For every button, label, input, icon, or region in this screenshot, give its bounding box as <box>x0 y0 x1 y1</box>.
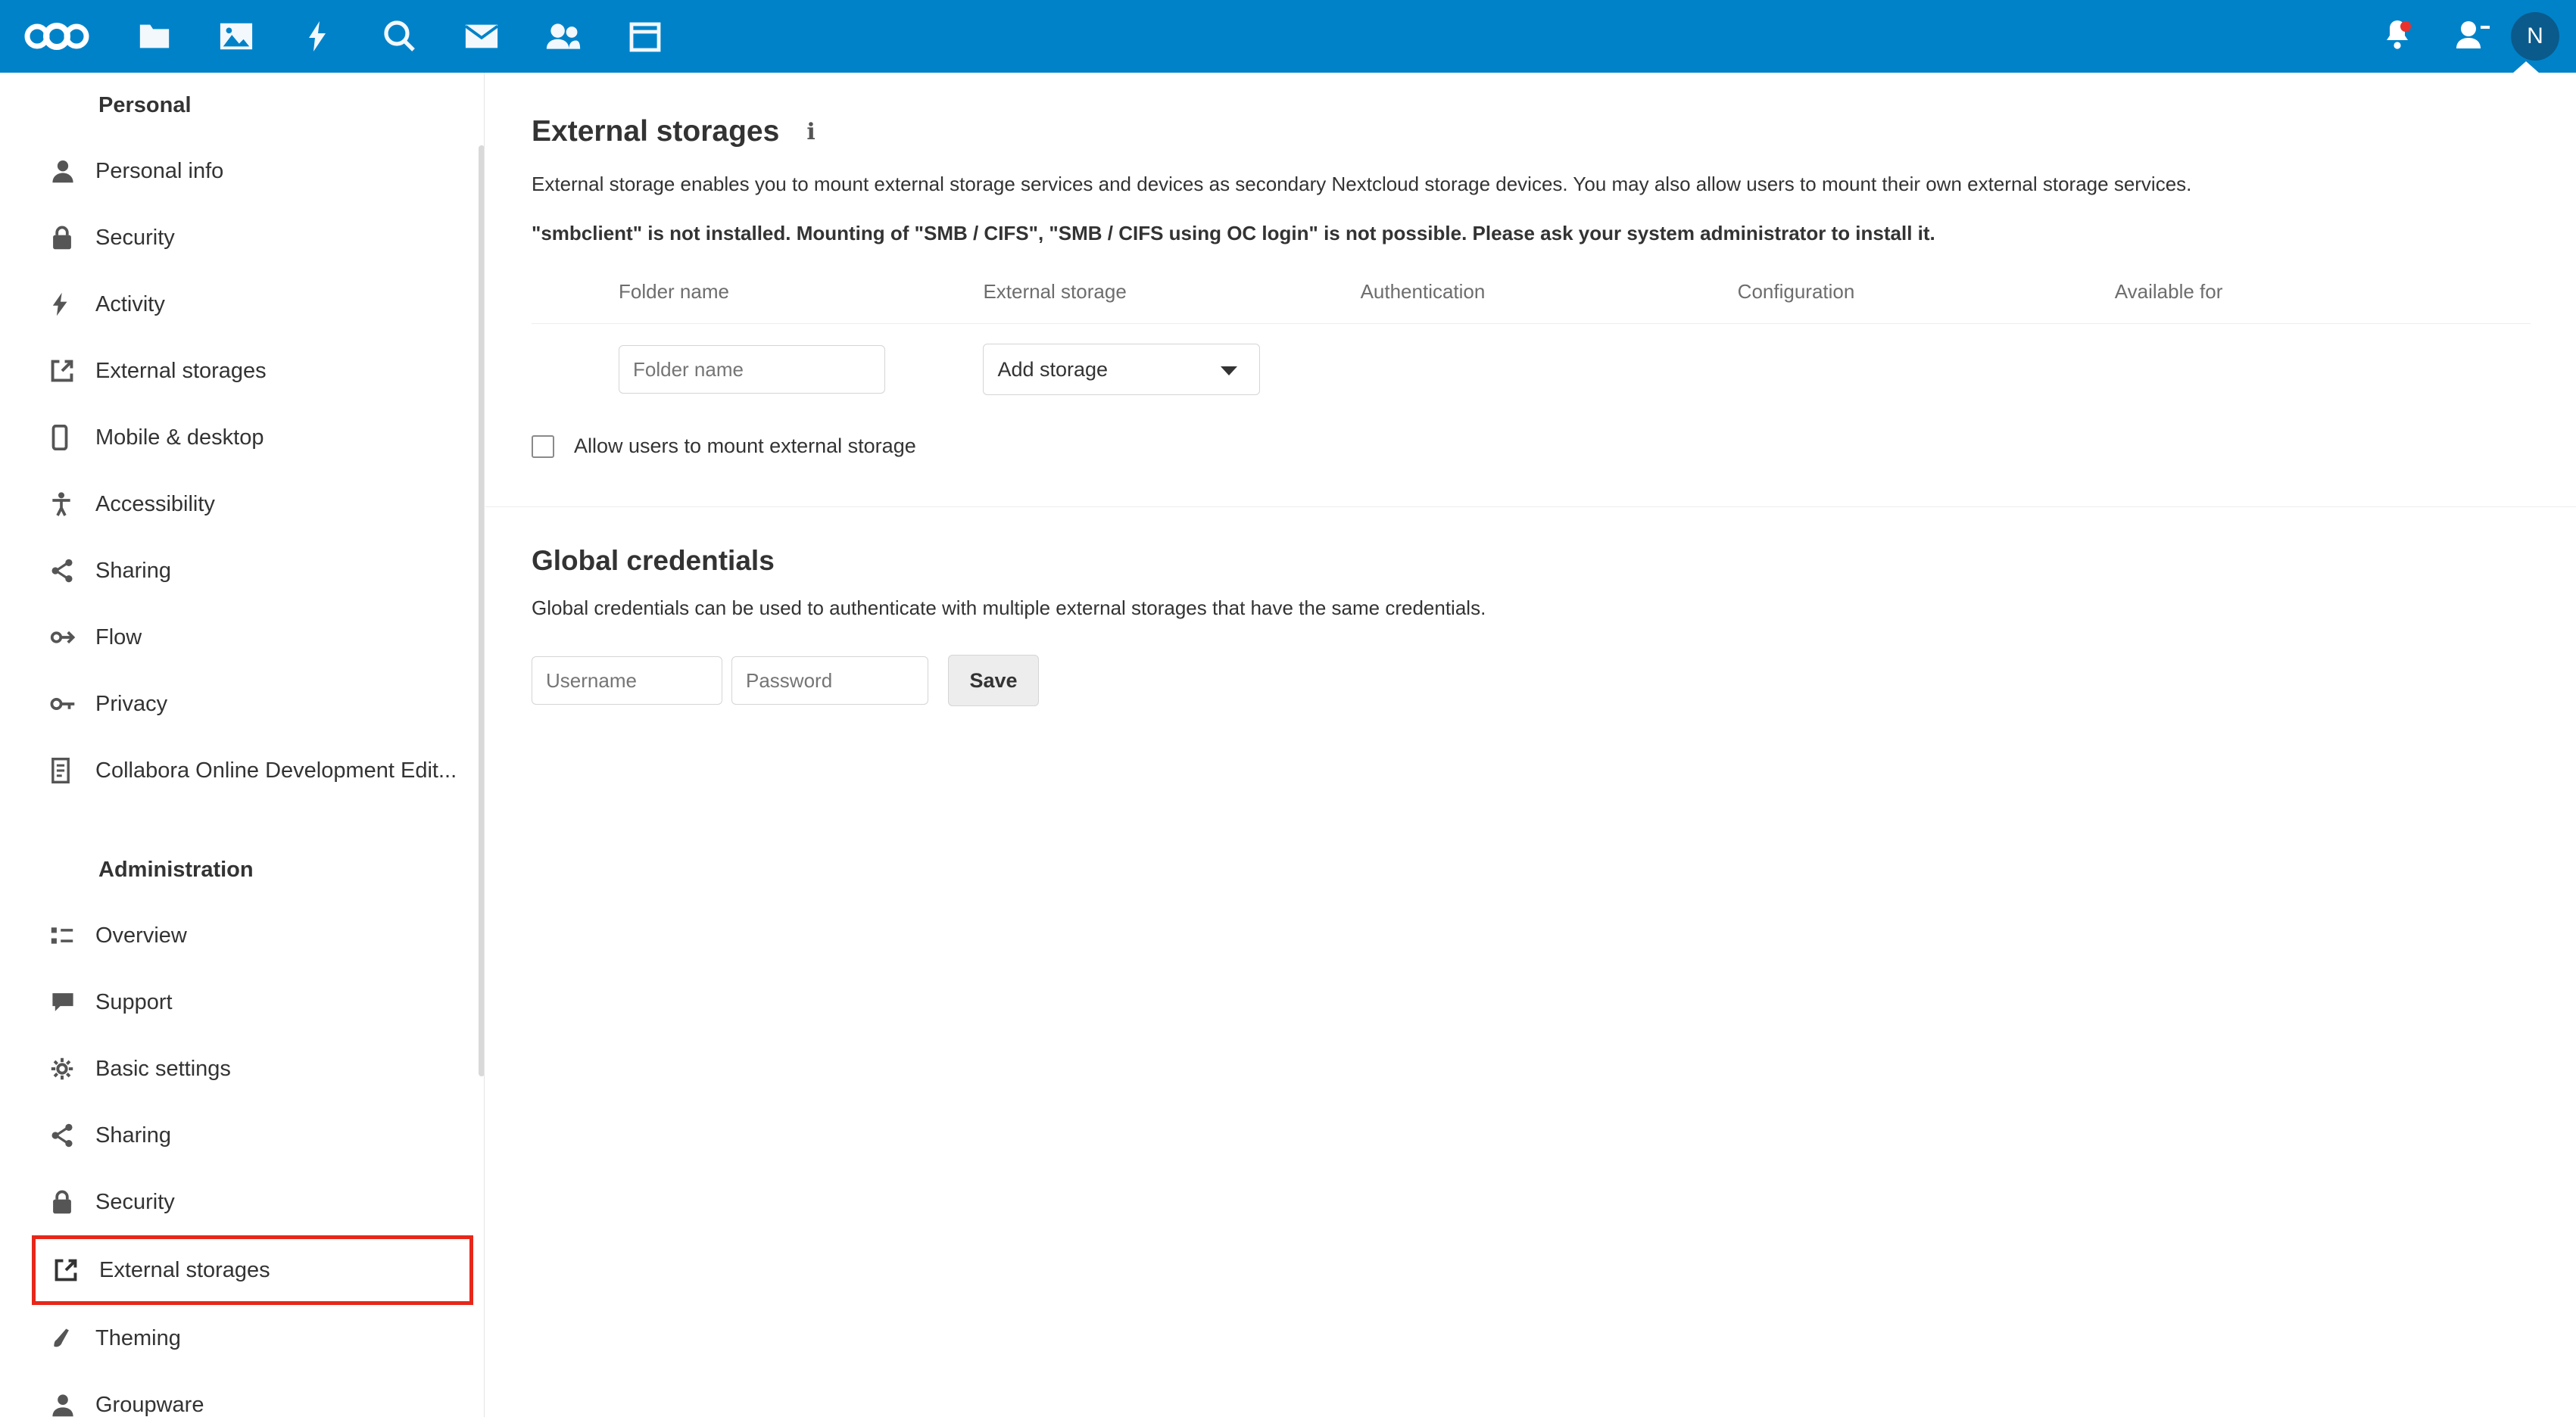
column-header-external-storage: External storage <box>983 280 1360 324</box>
sidebar-item-label: Support <box>95 989 173 1014</box>
sidebar-item-label: Groupware <box>95 1392 204 1417</box>
top-bar-right <box>2359 0 2576 73</box>
contacts-icon <box>545 21 582 51</box>
external-link-icon <box>54 1258 99 1282</box>
global-credentials-form <box>485 620 2576 706</box>
section-description: External storage enables you to mount external storage services and devices as secondary Nextcloud storage devices. You may also allow users to mount their own external storage services. <box>532 173 2192 195</box>
nav-mail[interactable] <box>441 0 522 73</box>
group-icon <box>50 1393 95 1417</box>
sidebar-item-label: Basic settings <box>95 1056 231 1081</box>
page-title-row <box>485 73 2576 148</box>
table-header-row <box>532 280 2531 324</box>
global-credentials-section <box>485 507 2576 706</box>
column-header-authentication: Authentication <box>1361 280 1738 324</box>
nav-calendar[interactable] <box>604 0 686 73</box>
calendar-icon <box>628 20 662 53</box>
sidebar-item-label: External storages <box>99 1257 270 1282</box>
page-title: External storages <box>532 115 780 148</box>
sidebar-section-personal: Personal <box>98 92 192 117</box>
top-bar <box>0 0 2576 73</box>
nav-contacts[interactable] <box>522 0 604 73</box>
user-icon <box>50 158 95 184</box>
main-content <box>485 73 2576 1417</box>
sidebar-item-groupware[interactable] <box>0 1372 484 1417</box>
table-row <box>532 324 2531 396</box>
global-credentials-title: Global credentials <box>532 545 775 577</box>
sidebar-item-label: Collabora Online Development Edit... <box>95 758 457 783</box>
sidebar-scrollbar[interactable] <box>479 145 485 1076</box>
add-storage-select-wrap <box>983 344 1260 395</box>
sidebar-item-label: Accessibility <box>95 491 215 516</box>
sidebar-item-theming[interactable] <box>0 1305 484 1372</box>
share-icon <box>50 559 95 583</box>
global-credentials-description: Global credentials can be used to authenticate with multiple external storages that have the same credentials. <box>532 596 1486 620</box>
nav-activity[interactable] <box>277 0 359 73</box>
phone-icon <box>50 425 95 450</box>
flow-icon <box>50 626 95 649</box>
lightning-icon <box>303 20 333 53</box>
sidebar-item-privacy[interactable] <box>0 671 484 737</box>
notification-badge <box>2400 21 2411 32</box>
nav-search[interactable] <box>359 0 441 73</box>
sidebar-item-label: Theming <box>95 1325 181 1350</box>
sidebar-item-admin-security[interactable] <box>0 1169 484 1235</box>
avatar[interactable]: N <box>2511 12 2559 61</box>
sidebar-item-sharing[interactable] <box>0 537 484 604</box>
nextcloud-logo[interactable] <box>0 0 114 73</box>
sidebar-item-overview[interactable] <box>0 902 484 969</box>
external-storage-table <box>532 280 2531 395</box>
list-icon <box>50 924 95 947</box>
sidebar-item-label: Sharing <box>95 558 171 583</box>
folder-name-input[interactable] <box>619 345 885 394</box>
lock-icon <box>50 1189 95 1215</box>
sidebar-item-activity[interactable] <box>0 271 484 338</box>
sidebar-item-basic-settings[interactable] <box>0 1036 484 1102</box>
notifications-button[interactable] <box>2359 0 2435 73</box>
brush-icon <box>50 1326 95 1350</box>
nav-files[interactable] <box>114 0 195 73</box>
speech-bubble-icon <box>50 991 95 1014</box>
sidebar-item-label: Security <box>95 1189 175 1214</box>
sidebar-item-label: Sharing <box>95 1123 171 1148</box>
info-icon[interactable]: ℹ <box>806 119 816 145</box>
allow-users-mount-label: Allow users to mount external storage <box>574 434 916 458</box>
sidebar-item-mobile-desktop[interactable] <box>0 404 484 471</box>
sidebar-item-admin-external-storages[interactable] <box>32 1235 473 1305</box>
top-navigation <box>114 0 686 73</box>
smbclient-warning: "smbclient" is not installed. Mounting of "SMB / CIFS", "SMB / CIFS using OC login" is not possible. Please ask your system administrator to install it. <box>532 222 1935 245</box>
sidebar-item-support[interactable] <box>0 969 484 1036</box>
contacts-menu-button[interactable] <box>2435 0 2511 73</box>
column-header-folder-name: Folder name <box>532 280 983 324</box>
share-icon <box>50 1123 95 1148</box>
sidebar-section-administration: Administration <box>98 857 254 882</box>
sidebar-item-label: Personal info <box>95 158 224 183</box>
sidebar-item-label: External storages <box>95 358 267 383</box>
sidebar-divider <box>0 804 484 837</box>
lightning-icon <box>50 291 95 317</box>
password-input[interactable] <box>731 656 928 705</box>
sidebar-item-personal-info[interactable] <box>0 138 484 204</box>
chevron-down-icon <box>2512 61 2540 73</box>
column-header-available-for: Available for <box>2115 280 2531 324</box>
external-link-icon <box>50 359 95 383</box>
allow-users-mount-row[interactable] <box>485 395 2576 506</box>
column-header-configuration: Configuration <box>1738 280 2115 324</box>
contacts-menu-icon <box>2456 20 2490 54</box>
sidebar-item-admin-sharing[interactable] <box>0 1102 484 1169</box>
accessibility-icon <box>50 491 95 517</box>
sidebar-item-label: Flow <box>95 624 142 649</box>
settings-sidebar <box>0 73 485 1417</box>
sidebar-item-label: Security <box>95 225 175 250</box>
nav-photos[interactable] <box>195 0 277 73</box>
sidebar-item-label: Activity <box>95 291 165 316</box>
sidebar-item-label: Privacy <box>95 691 168 716</box>
document-icon <box>50 758 95 783</box>
envelope-icon <box>464 23 499 50</box>
sidebar-item-label: Mobile & desktop <box>95 425 264 450</box>
sidebar-item-collabora[interactable] <box>0 737 484 804</box>
allow-users-mount-checkbox[interactable] <box>532 435 554 458</box>
image-icon <box>219 21 254 51</box>
external-storage-section <box>485 73 2576 507</box>
sidebar-item-accessibility[interactable] <box>0 471 484 537</box>
sidebar-item-flow[interactable] <box>0 604 484 671</box>
lock-icon <box>50 225 95 251</box>
magnifier-icon <box>383 20 416 53</box>
gear-icon <box>50 1057 95 1081</box>
save-button[interactable]: Save <box>948 655 1039 706</box>
username-input[interactable] <box>532 656 722 705</box>
sidebar-item-external-storages[interactable] <box>0 338 484 404</box>
folder-icon <box>137 21 172 51</box>
key-icon <box>50 693 95 715</box>
add-storage-select[interactable] <box>983 344 1260 395</box>
sidebar-item-label: Overview <box>95 923 187 948</box>
sidebar-item-security[interactable] <box>0 204 484 271</box>
